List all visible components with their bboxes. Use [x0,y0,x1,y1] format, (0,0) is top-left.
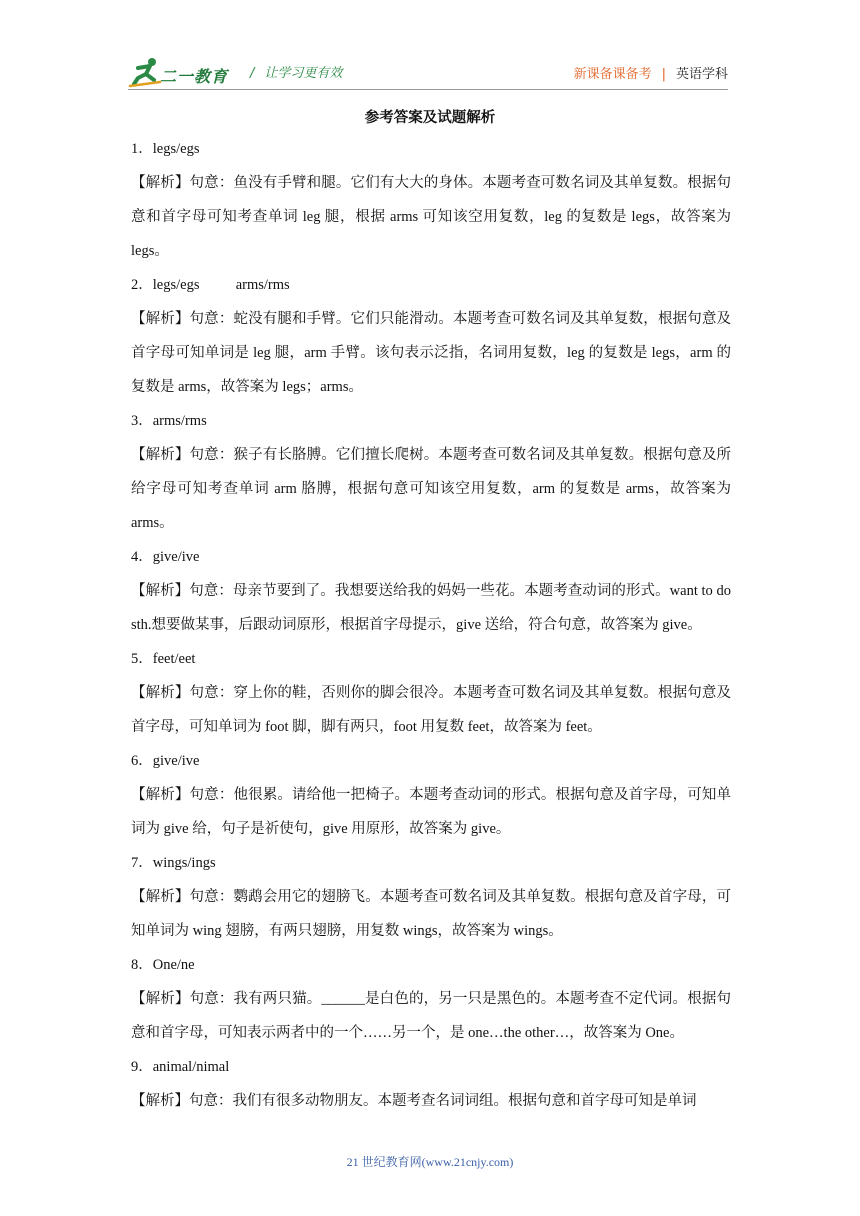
header-subject [574,63,728,82]
explanation-text: 【解析】句意：我们有很多动物朋友。本题考查名词词组。根据句意和首字母可知是单词 [131,1093,697,1109]
answer-line: 4．give/ive [131,549,200,565]
slogan [250,62,342,81]
header-separator: | [661,67,666,82]
answer-item-7 [131,846,731,948]
document-title: 参考答案及试题解析 [364,110,496,126]
header-divider [128,89,728,90]
answer-item-3 [131,404,731,540]
answer-item-4 [131,540,731,642]
logo [128,56,240,88]
answer-item-5 [131,642,731,744]
explanation-text: 【解析】句意：他很累。请给他一把椅子。本题考查动词的形式。根据句意及首字母，可知单词为 give 给，句子是祈使句，give 用原形，故答案为 give。 [131,787,731,837]
answer-line: 3．arms/rms [131,413,207,429]
answer-line: 1．legs/egs [131,141,200,157]
answer-line: 8．One/ne [131,957,195,973]
answer-list [131,132,731,1118]
subject-label: 英语学科 [675,67,728,82]
answer-item-6 [131,744,731,846]
explanation-text: 【解析】句意：我有两只猫。______是白色的，另一只是黑色的。本题考查不定代词。根据句意和首字母，可知表示两者中的一个……另一个，是 one…the other…，故答案为 One。 [131,991,731,1041]
explanation-text: 【解析】句意：母亲节要到了。我想要送给我的妈妈一些花。本题考查动词的形式。want to do sth.想要做某事，后跟动词原形，根据首字母提示，give 送给，符合句意，故答案为 give。 [131,583,731,633]
course-label: 新课备课备考 [573,67,652,82]
logo-text: 二一教育 [160,67,229,86]
answer-item-2 [131,268,731,404]
slash-divider: / [250,66,255,81]
answer-item-8 [131,948,731,1050]
answer-line: 6．give/ive [131,753,200,769]
answer-line: 2．legs/egs arms/rms [131,277,290,293]
answer-line: 9．animal/nimal [131,1059,230,1075]
explanation-text: 【解析】句意：穿上你的鞋，否则你的脚会很冷。本题考查可数名词及其单复数。根据句意及首字母，可知单词为 foot 脚，脚有两只，foot 用复数 feet，故答案为 feet。 [131,685,731,735]
page-footer: 21 世纪教育网(www.21cnjy.com) [346,1155,514,1169]
slogan-text: 让学习更有效 [264,66,343,81]
answer-line: 5．feet/eet [131,651,196,667]
explanation-text: 【解析】句意：蛇没有腿和手臂。它们只能滑动。本题考查可数名词及其单复数，根据句意及首字母可知单词是 leg 腿，arm 手臂。该句表示泛指，名词用复数，leg 的复数是 legs，arm 的复数是 arms，故答案为 legs；arms。 [131,311,731,395]
explanation-text: 【解析】句意：猴子有长胳膊。它们擅长爬树。本题考查可数名词及其单复数。根据句意及所给字母可知考查单词 arm 胳膊，根据句意可知该空用复数，arm 的复数是 arms，故答案为 arms。 [131,447,731,531]
answer-line: 7．wings/ings [131,855,216,871]
answer-item-9 [131,1050,731,1118]
runner-logo-icon [128,56,162,88]
explanation-text: 【解析】句意：鹦鹉会用它的翅膀飞。本题考查可数名词及其单复数。根据句意及首字母，可知单词为 wing 翅膀，有两只翅膀，用复数 wings，故答案为 wings。 [131,889,731,939]
explanation-text: 【解析】句意：鱼没有手臂和腿。它们有大大的身体。本题考查可数名词及其单复数。根据句意和首字母可知考查单词 leg 腿，根据 arms 可知该空用复数，leg 的复数是 legs，故答案为 legs。 [131,175,731,259]
answer-item-1 [131,132,731,268]
page-header [128,52,728,92]
